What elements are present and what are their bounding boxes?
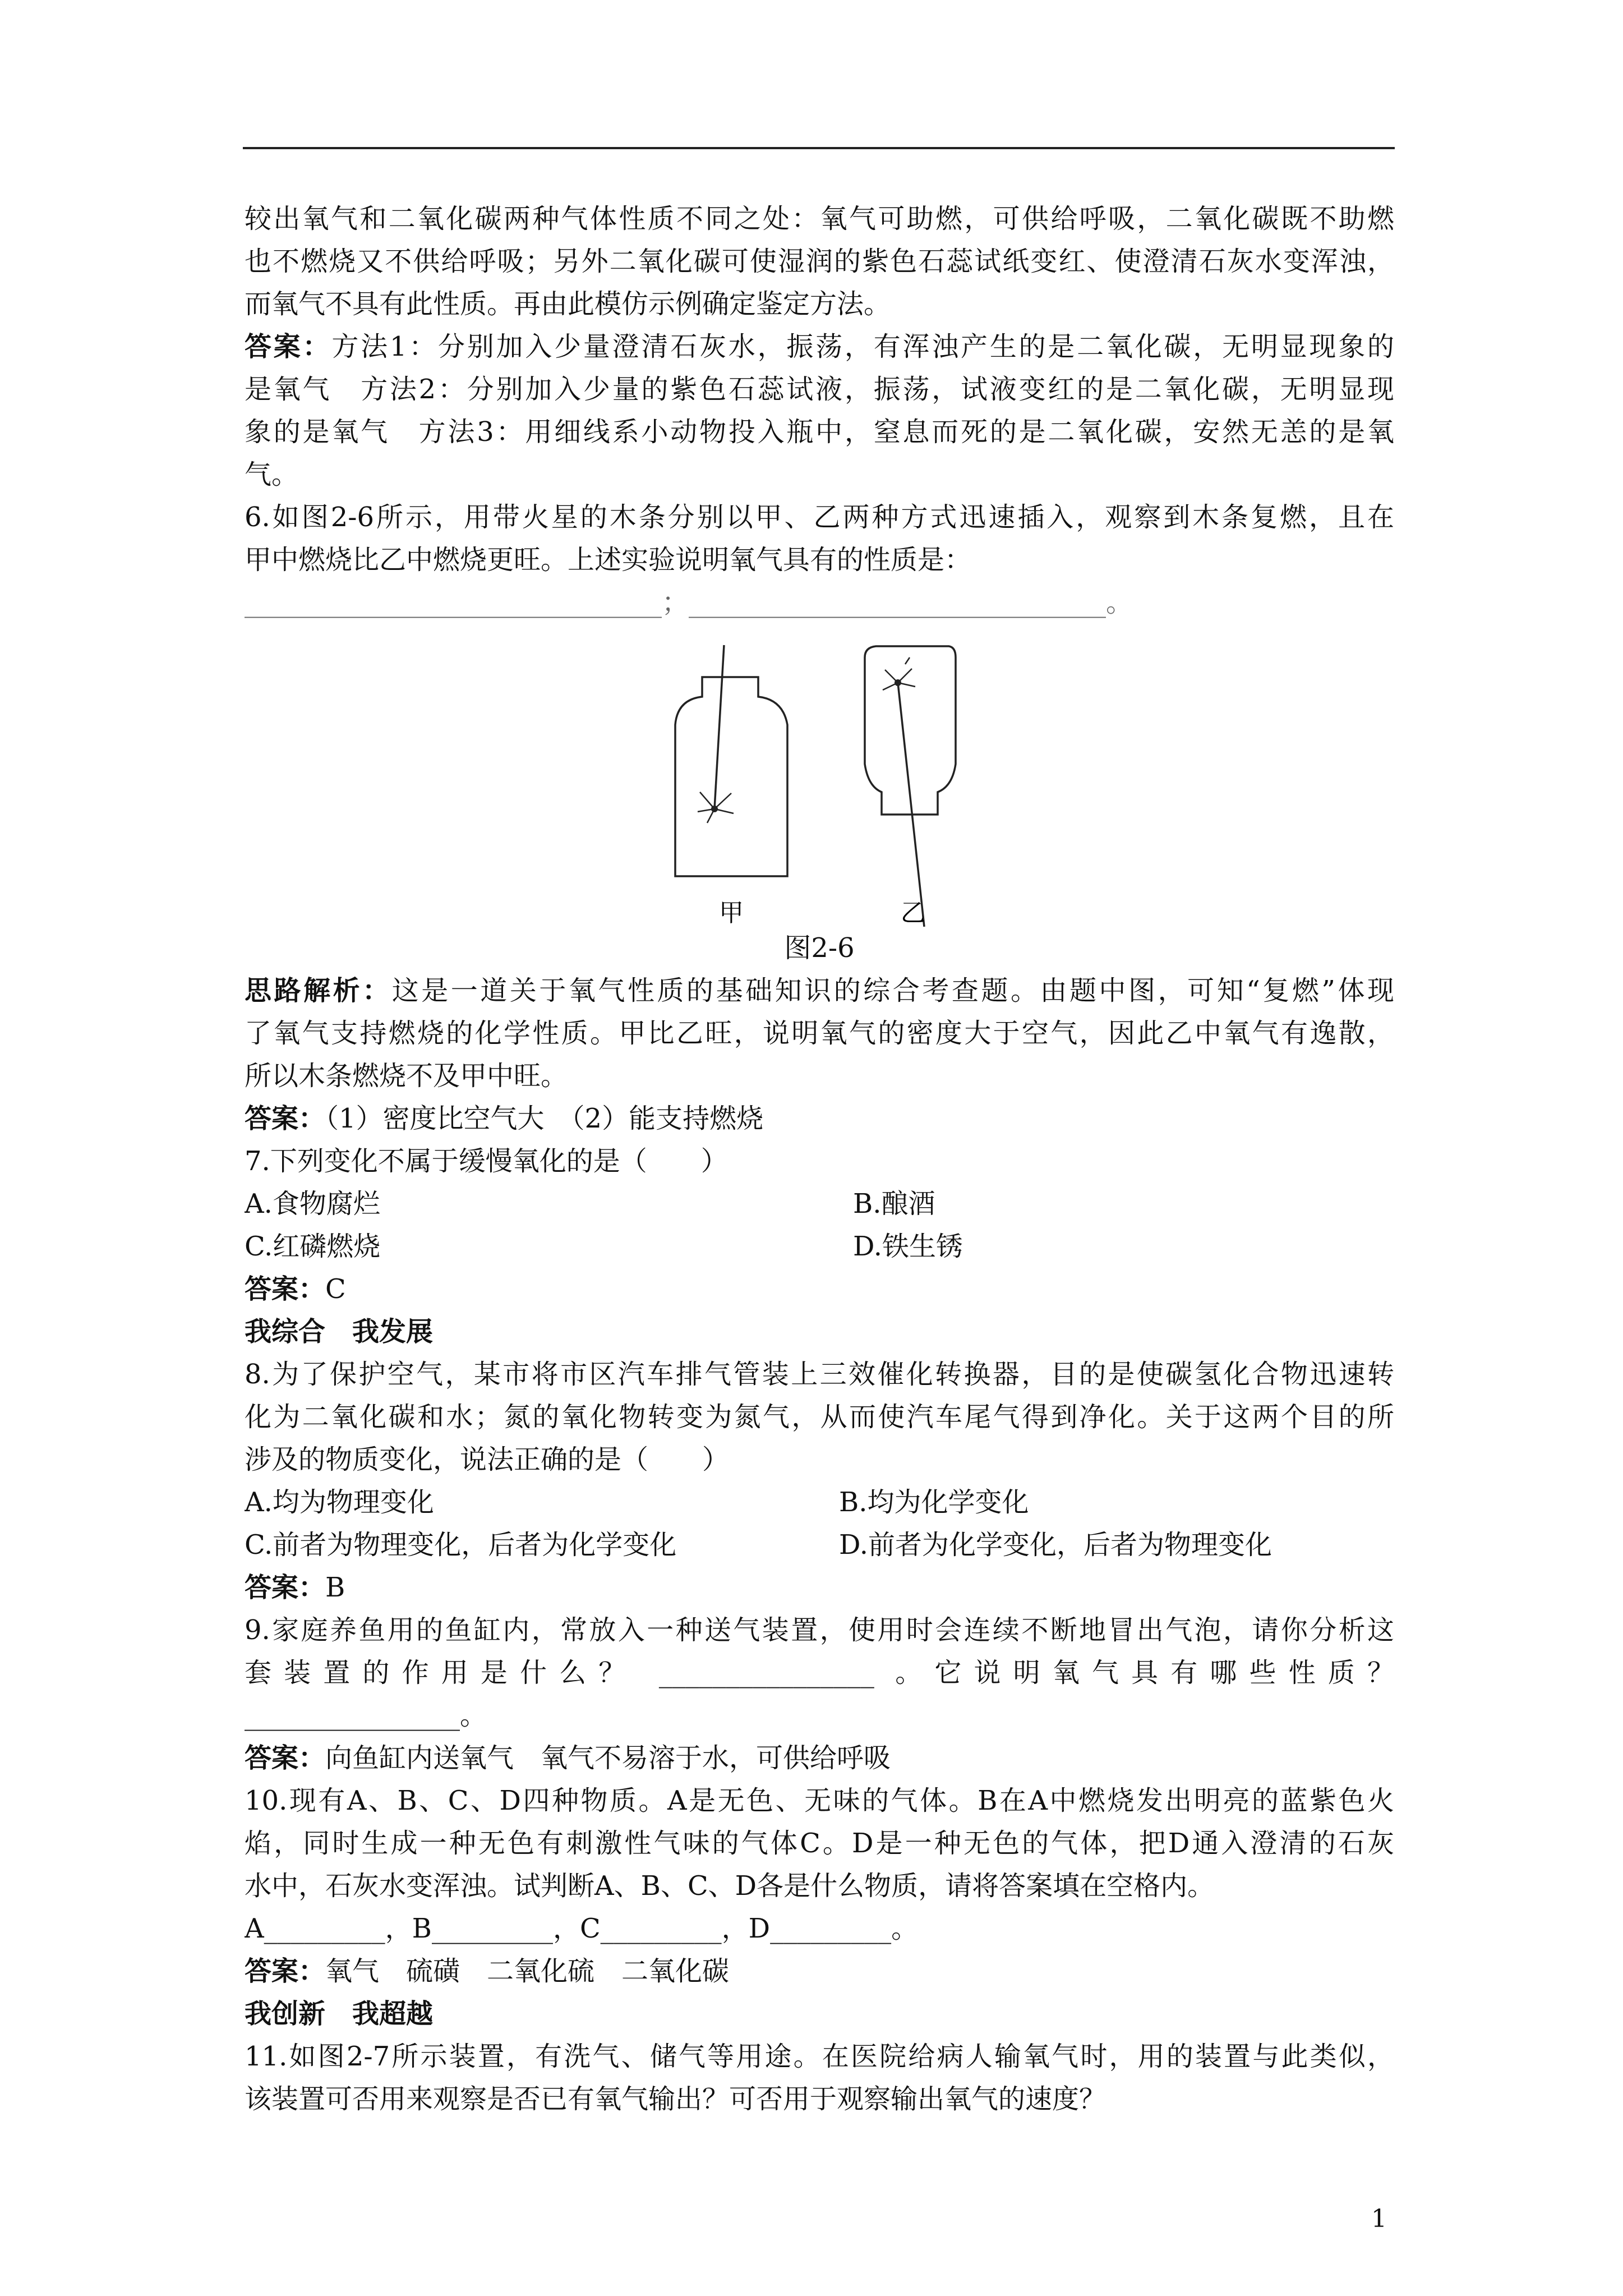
answer-line: 答案：方法1：分别加入少量澄清石灰水，振荡，有浑浊产生的是二氧化碳，无明显现象的 — [245, 331, 1394, 362]
figure-label-yi: 乙 — [901, 899, 925, 927]
question-10-line: A_________，B_________，C_________，D_________。 — [245, 1913, 919, 1944]
question-9-line: ________________。 — [245, 1700, 487, 1731]
options-row: A.食物腐烂 B.酿酒 — [245, 1188, 935, 1220]
figure-caption: 图2-6 — [784, 932, 855, 964]
question-11-line: 该装置可否用来观察是否已有氧气输出？可否用于观察输出氧气的速度？ — [245, 2083, 1106, 2115]
text-line: 而氧气不具有此性质。再由此模仿示例确定鉴定方法。 — [245, 288, 891, 320]
section-heading: 我创新 我超越 — [245, 1998, 434, 2030]
question-10-line: 10.现有A、B、C、D四种物质。A是无色、无味的气体。B在A中燃烧发出明亮的蓝紫色火 — [245, 1785, 1394, 1816]
answer-blank-line: _______________________________；_______________________________。 — [245, 587, 1133, 618]
page-number: 1 — [1371, 2205, 1387, 2233]
answer-line: 象的是氧气 方法3：用细线系小动物投入瓶中，窒息而死的是二氧化碳，安然无恙的是氧 — [245, 416, 1394, 448]
question-9-line: 套装置的作用是什么？ ________________ 。它说明氧气具有哪些性质？ — [245, 1657, 1394, 1688]
question-6-line: 6.如图2-6所示，用带火星的木条分别以甲、乙两种方式迅速插入，观察到木条复燃，且在 — [245, 501, 1394, 533]
answer-line: 答案：（1）密度比空气大 （2）能支持燃烧 — [245, 1103, 764, 1134]
section-heading: 我综合 我发展 — [245, 1316, 434, 1347]
question-7: 7.下列变化不属于缓慢氧化的是（ ） — [245, 1145, 728, 1177]
analysis-line: 所以木条燃烧不及甲中旺。 — [245, 1060, 568, 1092]
question-11-line: 11.如图2-7所示装置，有洗气、储气等用途。在医院给病人输氧气时，用的装置与此类似， — [245, 2041, 1394, 2072]
question-9-line: 9.家庭养鱼用的鱼缸内，常放入一种送气装置，使用时会连续不断地冒出气泡，请你分析这 — [245, 1614, 1394, 1646]
figure-2-6 — [245, 624, 1394, 927]
question-8-line: 8.为了保护空气，某市将市区汽车排气管装上三效催化转换器，目的是使碳氢化合物迅速转 — [245, 1359, 1394, 1390]
header-rule — [243, 147, 1395, 149]
figure-label-jia: 甲 — [719, 899, 744, 927]
answer-line: 答案：B — [245, 1572, 345, 1603]
text-line: 也不燃烧又不供给呼吸；另外二氧化碳可使湿润的紫色石蕊试纸变红、使澄清石灰水变浑浊， — [245, 246, 1394, 277]
answer-line: 答案：氧气 硫磺 二氧化硫 二氧化碳 — [245, 1955, 730, 1987]
question-8-line: 涉及的物质变化，说法正确的是（ ） — [245, 1444, 730, 1475]
analysis-label: 思路解析： — [245, 975, 392, 1006]
answer-line: 答案：C — [245, 1273, 346, 1305]
question-10-line: 水中，石灰水变浑浊。试判断A、B、C、D各是什么物质，请将答案填在空格内。 — [245, 1870, 1215, 1902]
question-8-line: 化为二氧化碳和水；氮的氧化物转变为氮气，从而使汽车尾气得到净化。关于这两个目的所 — [245, 1401, 1394, 1433]
ember-icon — [711, 806, 718, 812]
text-line: 较出氧气和二氧化碳两种气体性质不同之处：氧气可助燃，可供给呼吸，二氧化碳既不助燃 — [245, 203, 1394, 234]
analysis-line: 思路解析：这是一道关于氧气性质的基础知识的综合考查题。由题中图，可知“复燃”体现 — [245, 975, 1394, 1006]
answer-line: 气。 — [245, 459, 299, 490]
answer-line: 答案：向鱼缸内送氧气 氧气不易溶于水，可供给呼吸 — [245, 1742, 891, 1774]
answer-label: 答案： — [245, 331, 332, 362]
document-body — [245, 197, 1394, 2120]
ember-icon — [895, 679, 901, 686]
options-row: A.均为物理变化 B.均为化学变化 — [245, 1487, 1029, 1518]
answer-line: 是氧气 方法2：分别加入少量的紫色石蕊试液，振荡，试液变红的是二氧化碳，无明显现 — [245, 374, 1394, 405]
question-10-line: 焰，同时生成一种无色有刺激性气味的气体C。D是一种无色的气体，把D通入澄清的石灰 — [245, 1828, 1394, 1859]
analysis-line: 了氧气支持燃烧的化学性质。甲比乙旺，说明氧气的密度大于空气，因此乙中氧气有逸散， — [245, 1018, 1394, 1049]
options-row: C.红磷燃烧 D.铁生锈 — [245, 1231, 963, 1262]
question-6-line: 甲中燃烧比乙中燃烧更旺。上述实验说明氧气具有的性质是： — [245, 544, 972, 576]
jar-diagram — [245, 624, 1394, 927]
options-row: C.前者为物理变化，后者为化学变化 D.前者为化学变化，后者为物理变化 — [245, 1529, 1272, 1561]
